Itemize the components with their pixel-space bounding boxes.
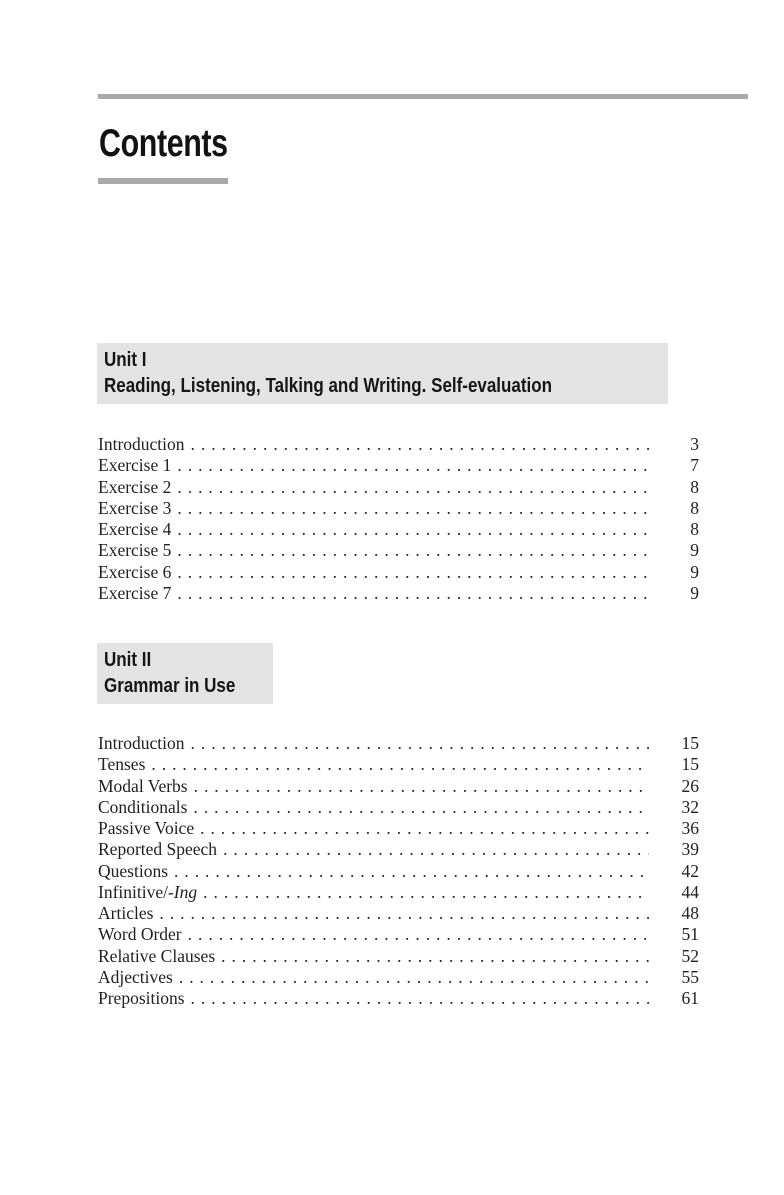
dot-leader bbox=[177, 540, 649, 561]
toc-entry bbox=[98, 477, 699, 498]
toc-entry-title-italic: -Ing bbox=[167, 881, 198, 902]
toc-entry bbox=[98, 861, 699, 882]
unit2-header bbox=[97, 643, 273, 704]
dot-leader bbox=[194, 776, 649, 797]
dot-leader bbox=[177, 562, 649, 583]
unit2-title: Grammar in Use bbox=[104, 675, 236, 697]
toc-entry-title: Adjectives bbox=[98, 966, 173, 987]
toc-entry-title: Questions bbox=[98, 860, 168, 881]
dot-leader bbox=[200, 818, 649, 839]
toc-entry-title: Relative Clauses bbox=[98, 945, 216, 966]
unit1-title: Reading, Listening, Talking and Writing. Self-evaluation bbox=[104, 375, 553, 397]
toc-entry-title: Exercise 5 bbox=[98, 540, 172, 561]
toc-entry-title: Reported Speech bbox=[98, 839, 218, 860]
toc-entry-title: Prepositions bbox=[98, 988, 185, 1008]
toc-entry-title: Infinitive/-Ing bbox=[98, 881, 198, 902]
title-underline bbox=[98, 178, 228, 184]
unit1-kicker: Unit I bbox=[104, 349, 147, 371]
toc-entry-title: Conditionals bbox=[98, 796, 188, 817]
toc-entry-page: 15 bbox=[681, 754, 699, 775]
toc-entry bbox=[98, 946, 699, 967]
toc-entry bbox=[98, 797, 699, 818]
toc-entry-title: Introduction bbox=[98, 733, 185, 753]
toc-entry-page: 36 bbox=[681, 818, 699, 838]
toc-entry-title: Tenses bbox=[98, 754, 146, 775]
toc-entry bbox=[98, 988, 699, 1009]
toc-entry-page: 51 bbox=[681, 924, 699, 945]
dot-leader bbox=[191, 434, 649, 455]
toc-entry bbox=[98, 776, 699, 797]
toc-entry-title: Introduction bbox=[98, 434, 185, 454]
dot-leader bbox=[177, 519, 649, 540]
toc-entry-title: Articles bbox=[98, 903, 154, 923]
toc-entry-title: Passive Voice bbox=[98, 818, 195, 838]
dot-leader bbox=[188, 924, 649, 945]
toc-entry bbox=[98, 839, 699, 860]
toc-entry-page: 39 bbox=[681, 839, 699, 860]
toc-entry-page: 48 bbox=[681, 903, 699, 923]
toc-entry bbox=[98, 903, 699, 924]
toc-list-unit2 bbox=[98, 733, 699, 1009]
dot-leader bbox=[177, 455, 649, 476]
toc-entry-page: 8 bbox=[690, 497, 699, 518]
dot-leader bbox=[223, 839, 649, 860]
toc-entry-title: Exercise 2 bbox=[98, 476, 172, 497]
page-title: Contents bbox=[99, 122, 228, 165]
toc-entry-page: 8 bbox=[690, 519, 699, 539]
toc-entry-title: Exercise 6 bbox=[98, 561, 172, 582]
toc-entry bbox=[98, 434, 699, 455]
toc-entry-page: 44 bbox=[681, 881, 699, 902]
toc-entry bbox=[98, 519, 699, 540]
dot-leader bbox=[151, 754, 649, 775]
unit2-kicker: Unit II bbox=[104, 649, 152, 671]
toc-entry bbox=[98, 455, 699, 476]
toc-entry-page: 9 bbox=[690, 561, 699, 582]
toc-entry-page: 9 bbox=[690, 582, 699, 603]
toc-entry bbox=[98, 754, 699, 775]
toc-entry-title: Exercise 7 bbox=[98, 582, 172, 603]
dot-leader bbox=[191, 988, 649, 1009]
toc-entry-page: 15 bbox=[681, 733, 699, 753]
toc-entry bbox=[98, 540, 699, 561]
toc-entry-page: 32 bbox=[681, 796, 699, 817]
toc-entry-page: 3 bbox=[690, 434, 699, 454]
toc-entry bbox=[98, 882, 699, 903]
dot-leader bbox=[203, 882, 649, 903]
toc-entry-title: Modal Verbs bbox=[98, 775, 188, 796]
header-rule bbox=[98, 94, 748, 99]
toc-entry bbox=[98, 562, 699, 583]
toc-entry-title: Exercise 4 bbox=[98, 519, 172, 539]
toc-entry-title: Word Order bbox=[98, 924, 182, 945]
toc-entry bbox=[98, 583, 699, 604]
dot-leader bbox=[159, 903, 649, 924]
dot-leader bbox=[191, 733, 649, 754]
toc-entry bbox=[98, 498, 699, 519]
toc-list-unit1 bbox=[98, 434, 699, 604]
toc-entry-page: 42 bbox=[681, 860, 699, 881]
toc-entry-page: 7 bbox=[690, 455, 699, 476]
toc-entry-page: 52 bbox=[681, 945, 699, 966]
toc-entry bbox=[98, 818, 699, 839]
dot-leader bbox=[174, 861, 649, 882]
toc-entry bbox=[98, 924, 699, 945]
unit1-header bbox=[97, 343, 668, 404]
toc-entry-page: 9 bbox=[690, 540, 699, 561]
toc-entry bbox=[98, 733, 699, 754]
dot-leader bbox=[177, 583, 649, 604]
dot-leader bbox=[177, 477, 649, 498]
toc-entry-page: 8 bbox=[690, 476, 699, 497]
toc-entry-title: Exercise 3 bbox=[98, 497, 172, 518]
toc-entry bbox=[98, 967, 699, 988]
dot-leader bbox=[179, 967, 649, 988]
dot-leader bbox=[221, 946, 649, 967]
dot-leader bbox=[177, 498, 649, 519]
toc-entry-page: 55 bbox=[681, 966, 699, 987]
toc-entry-page: 26 bbox=[681, 775, 699, 796]
toc-entry-page: 61 bbox=[681, 988, 699, 1008]
toc-entry-title: Exercise 1 bbox=[98, 455, 172, 476]
dot-leader bbox=[193, 797, 649, 818]
